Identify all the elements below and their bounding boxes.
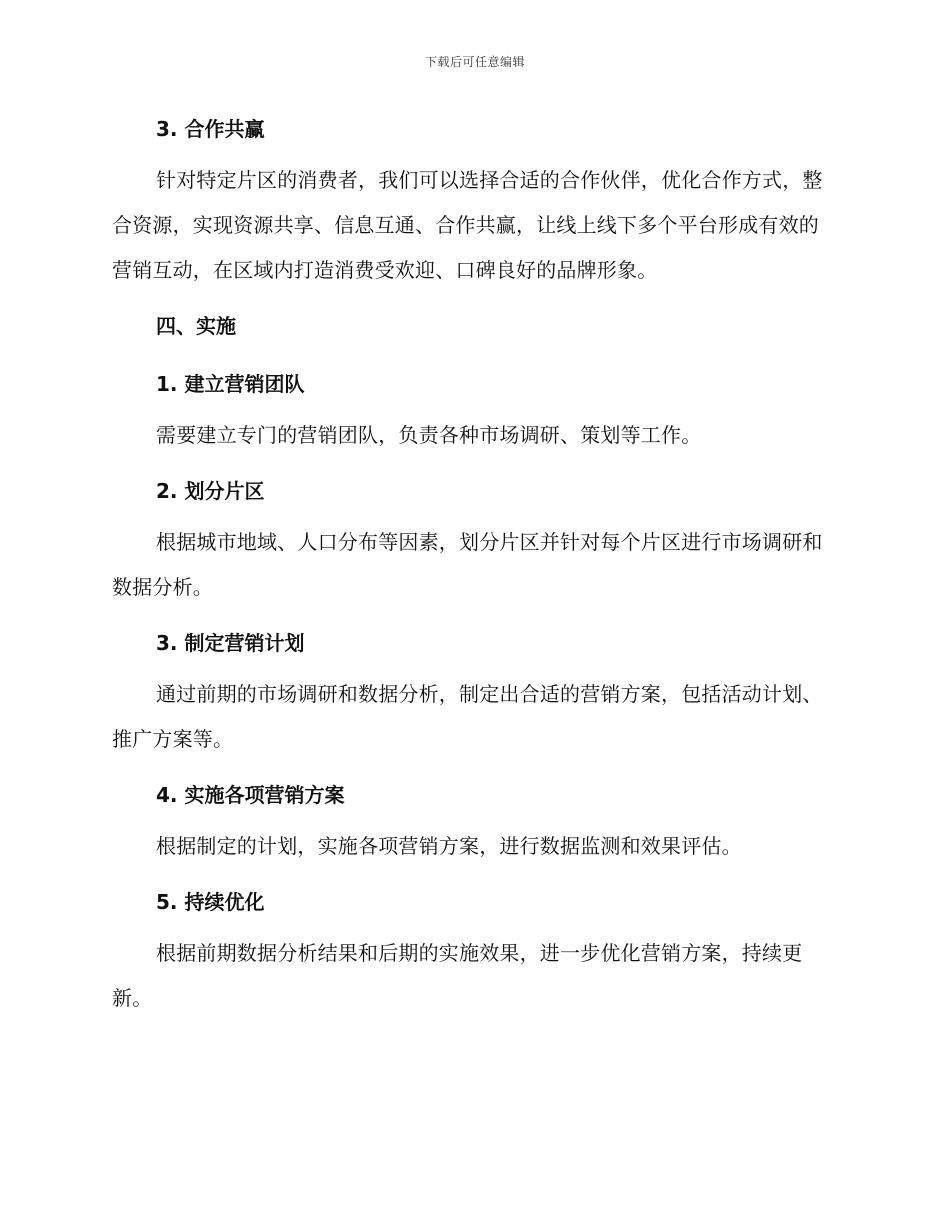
document-body: [112, 112, 832, 1021]
section-heading-marketing-plan: 3. 制定营销计划: [156, 631, 305, 655]
section-heading-build-team: 1. 建立营销团队: [156, 372, 305, 396]
section-paragraph-build-team: 需要建立专门的营销团队，负责各种市场调研、策划等工作。: [156, 423, 702, 447]
section-paragraph-execute-plans: 根据制定的计划，实施各项营销方案，进行数据监测和效果评估。: [156, 834, 742, 858]
section-heading-cooperation: 3. 合作共赢: [156, 117, 265, 141]
page-header: 下载后可任意编辑: [424, 55, 525, 69]
section-heading-implementation: 四、实施: [156, 314, 236, 338]
section-heading-execute-plans: 4. 实施各项营销方案: [156, 783, 345, 807]
section-heading-divide-areas: 2. 划分片区: [156, 479, 265, 503]
section-heading-continuous-optimization: 5. 持续优化: [156, 890, 265, 914]
section-paragraph-cooperation: 针对特定片区的消费者，我们可以选择合适的合作伙伴，优化合作方式，整合资源，实现资源共享、信息互通、合作共赢，让线上线下多个平台形成有效的营销互动，在区域内打造消费受欢迎、口碑良好的品牌形象。: [112, 168, 823, 282]
section-paragraph-marketing-plan: 通过前期的市场调研和数据分析，制定出合适的营销方案，包括活动计划、推广方案等。: [112, 682, 823, 751]
section-paragraph-divide-areas: 根据城市地域、人口分布等因素，划分片区并针对每个片区进行市场调研和数据分析。: [112, 530, 823, 599]
section-paragraph-continuous-optimization: 根据前期数据分析结果和后期的实施效果，进一步优化营销方案，持续更新。: [112, 941, 803, 1010]
